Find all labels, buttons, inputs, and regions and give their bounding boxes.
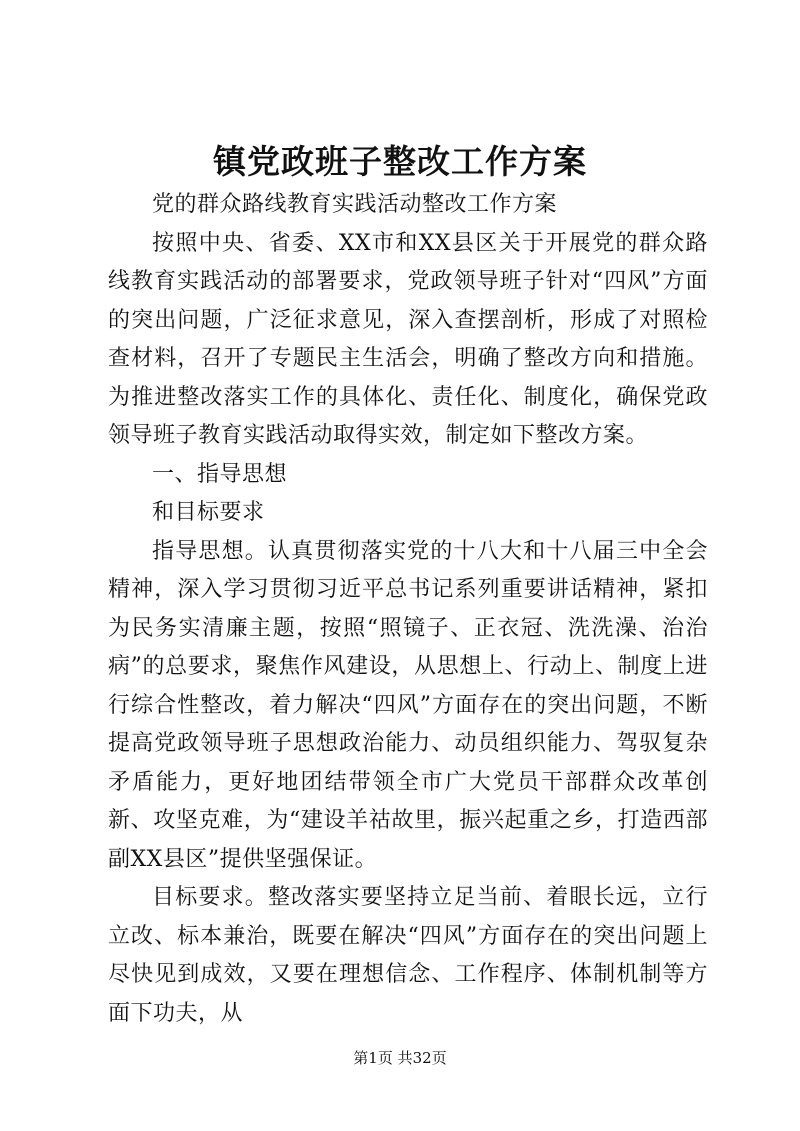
paragraph-subtitle: 党的群众路线教育实践活动整改工作方案 (152, 192, 558, 217)
document-body (108, 186, 708, 1033)
paragraph-goals: 目标要求。整改落实要坚持立足当前、着眼长远，立行立改、标本兼治，既要在解决“四风”方面存在的突出问题上尽快见到成效，又要在理想信念、工作程序、体制机制等方面下功夫，从 (108, 885, 708, 1026)
paragraph-guiding-ideology: 指导思想。认真贯彻落实党的十八大和十八届三中全会精神，深入学习贯彻习近平总书记系列重要讲话精神，紧扣为民务实清廉主题，按照“照镜子、正衣冠、洗洗澡、治治病”的总要求，聚焦作风建设，从思想上、行动上、制度上进行综合性整改，着力解决“四风”方面存在的突出问题，不断提高党政领导班子思想政治能力、动员组织能力、驾驭复杂矛盾能力，更好地团结带领全市广大党员干部群众改革创新、攻坚克难，为“建设羊祜故里，振兴起重之乡，打造西部副XX县区”提供坚强保证。 (108, 538, 708, 872)
page-number-footer: 第1页 共32页 (353, 1049, 447, 1067)
section-heading-goals: 和目标要求 (152, 500, 265, 525)
section-heading-guiding-ideology: 一、指导思想 (152, 461, 288, 487)
paragraph-intro: 按照中央、省委、XX市和XX县区关于开展党的群众路线教育实践活动的部署要求，党政领导班子针对“四风”方面的突出问题，广泛征求意见，深入查摆剖析，形成了对照检查材料，召开了专题民主生活会，明确了整改方向和措施。为推进整改落实工作的具体化、责任化、制度化，确保党政领导班子教育实践活动取得实效，制定如下整改方案。 (108, 230, 708, 448)
document-title: 镇党政班子整改工作方案 (213, 142, 587, 181)
